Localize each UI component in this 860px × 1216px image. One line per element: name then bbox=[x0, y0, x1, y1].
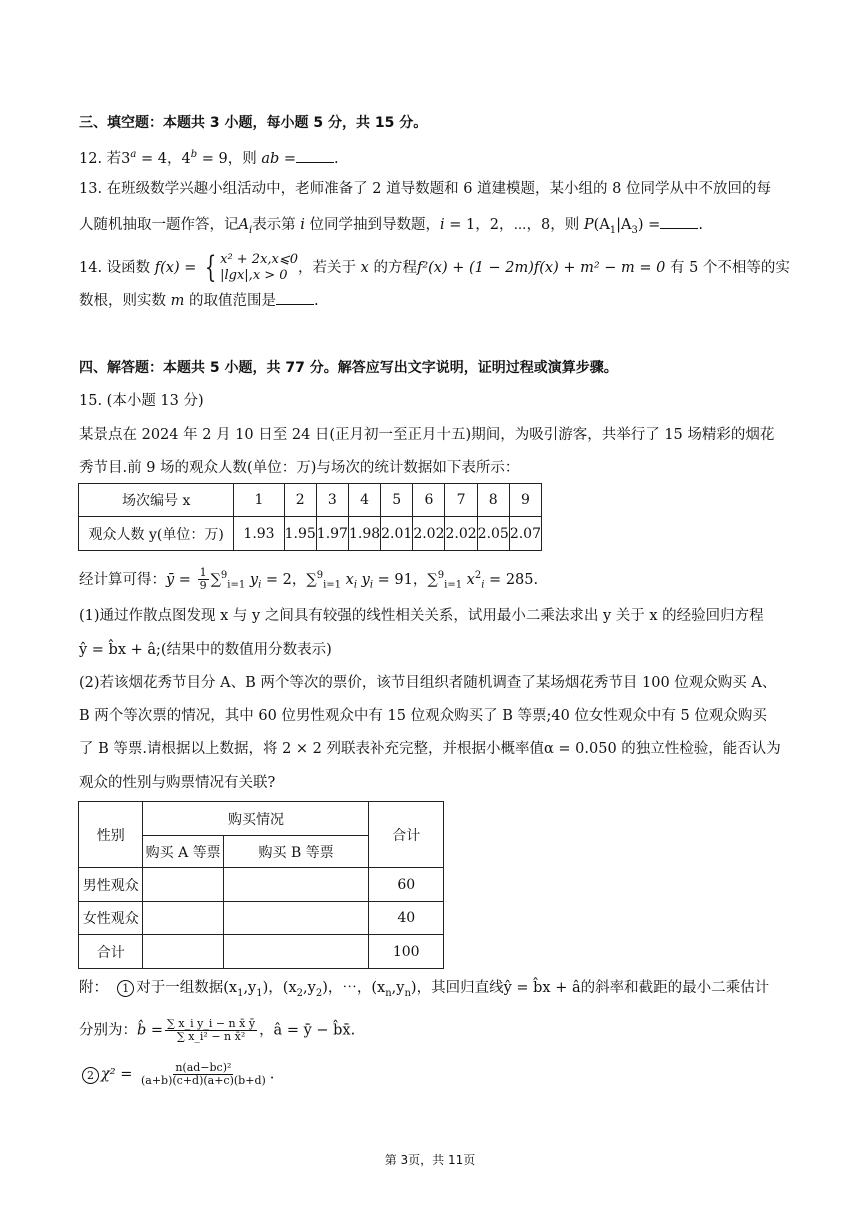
piecewise-function: { x² + 2x,x⩽0 |lgx|,x > 0 bbox=[204, 250, 299, 285]
sum-bottom: i=1 bbox=[444, 579, 463, 591]
q15-part-2-line-3: 了 B 等票.请根据以上数据，将 2 × 2 列联表补充完整，并根据小概率值α = 0.050 的独立性检验，能否认为 bbox=[79, 741, 781, 757]
q14-text: 14. 设函数 bbox=[79, 260, 155, 276]
table-cell: 2.05 bbox=[477, 517, 509, 551]
row-header: 观众人数 y(单位：万) bbox=[79, 517, 234, 551]
q13-text: |A bbox=[616, 217, 632, 233]
table-cell: 8 bbox=[477, 484, 509, 517]
calc-text: 经计算可得： bbox=[79, 571, 166, 588]
note-sub: n bbox=[404, 987, 411, 999]
fraction bbox=[165, 1018, 257, 1043]
note-text: )，⋯，(x bbox=[322, 980, 386, 996]
note-formula: b̂ = bbox=[137, 1022, 164, 1039]
sum-symbol: ∑ bbox=[306, 571, 317, 588]
circled-number-icon: 1 bbox=[117, 980, 134, 997]
q14-text: 数根，则实数 bbox=[79, 293, 171, 309]
q14-var: m bbox=[170, 293, 185, 309]
frac-num: ∑ x_i y_i − n x̄ ȳ bbox=[167, 1017, 256, 1030]
empty-cell bbox=[223, 935, 369, 969]
total-cell: 100 bbox=[369, 935, 444, 969]
question-14-line-1 bbox=[79, 252, 790, 284]
table-cell: 2.07 bbox=[509, 517, 541, 551]
answer-blank bbox=[296, 148, 334, 163]
row-label-total: 合计 bbox=[79, 935, 143, 969]
table-cell: 4 bbox=[348, 484, 380, 517]
frac-den: (a+b)(c+d)(a+c)(b+d) bbox=[140, 1074, 266, 1087]
sum-top: 9 bbox=[437, 570, 445, 581]
section-heading-4: 四、解答题：本题共 5 小题，共 77 分。解答应写出文字说明，证明过程或演算步骤。 bbox=[79, 360, 618, 376]
q13-text: . bbox=[698, 217, 703, 233]
table-cell: 1.93 bbox=[234, 517, 284, 551]
frac-num: 1 bbox=[199, 566, 207, 580]
header-gender: 性别 bbox=[79, 802, 143, 868]
q13-var: i bbox=[300, 217, 305, 233]
frac-den: ∑ x_i² − n x̄² bbox=[176, 1030, 246, 1043]
calc-text: y bbox=[357, 571, 370, 588]
q13-text: 位同学抽到导数题， bbox=[304, 217, 441, 233]
table-row bbox=[79, 935, 444, 969]
q12-text: 3 bbox=[121, 150, 131, 167]
header-total: 合计 bbox=[369, 802, 444, 868]
note-text: 附： bbox=[79, 980, 108, 996]
table-cell: 1.95 bbox=[284, 517, 316, 551]
calc-sub: i bbox=[353, 579, 358, 591]
q13-sub: 1 bbox=[609, 224, 617, 236]
calc-text: x bbox=[462, 571, 475, 588]
frac-den: 9 bbox=[199, 579, 207, 593]
calc-text: x bbox=[341, 571, 354, 588]
note-text: 分别为： bbox=[79, 1022, 137, 1039]
q15-paragraph-2: 秀节目.前 9 场的观众人数(单位：万)与场次的统计数据如下表所示： bbox=[79, 460, 520, 476]
q13-var: i bbox=[440, 217, 445, 233]
page-footer: 第 3页，共 11页 bbox=[384, 1153, 476, 1167]
question-15-title: 15. (本小题 13 分) bbox=[79, 393, 204, 409]
note-sub: 2 bbox=[296, 987, 303, 999]
header-buy-a: 购买 A 等票 bbox=[143, 836, 223, 868]
table-cell: 2.02 bbox=[445, 517, 477, 551]
q14-var: x bbox=[360, 260, 369, 276]
case-1: x² + 2x,x⩽0 bbox=[220, 252, 299, 267]
q14-text: 的取值范围是 bbox=[184, 293, 276, 309]
q15-part-2-line-2: B 两个等次票的情况，其中 60 位男性观众中有 15 位观众购买了 B 等票;40 位女性观众中有 5 位观众购买 bbox=[79, 708, 767, 724]
calc-text: = 91， bbox=[373, 571, 428, 588]
table-row bbox=[79, 868, 444, 902]
sum-symbol: ∑ bbox=[427, 571, 438, 588]
fraction bbox=[198, 567, 209, 592]
answer-blank bbox=[660, 214, 698, 229]
note-sub: 2 bbox=[315, 987, 323, 999]
sum-bottom: i=1 bbox=[323, 579, 342, 591]
q12-text: = 9，则 bbox=[197, 150, 262, 167]
sum-symbol: ∑ bbox=[210, 571, 221, 588]
case-2: |lgx|,x > 0 bbox=[220, 268, 288, 283]
header-buy-b: 购买 B 等票 bbox=[223, 836, 369, 868]
calc-sup: 2 bbox=[474, 570, 482, 581]
computed-values bbox=[79, 566, 538, 596]
circled-number-icon: 2 bbox=[82, 1067, 99, 1084]
empty-cell bbox=[223, 868, 369, 902]
calc-text: y bbox=[245, 571, 259, 588]
table-cell: 1.97 bbox=[316, 517, 348, 551]
q13-text: 表示第 bbox=[252, 217, 301, 233]
q13-var: i bbox=[248, 224, 253, 236]
q15-part-2-line-4: 观众的性别与购票情况有关联? bbox=[79, 775, 276, 791]
table-cell: 2 bbox=[284, 484, 316, 517]
note-text: ，â = ȳ − b̂x̄. bbox=[259, 1022, 356, 1039]
q15-part-1-line-2: ŷ = b̂x + â;(结果中的数值用分数表示) bbox=[79, 642, 332, 658]
table-cell: 1 bbox=[234, 484, 284, 517]
note-text: 对于一组数据(x bbox=[136, 980, 238, 996]
table-cell: 5 bbox=[381, 484, 413, 517]
table-row bbox=[79, 484, 542, 517]
q14-text: . bbox=[313, 293, 319, 309]
note-sub: n bbox=[385, 987, 392, 999]
q12-text: = 4，4 bbox=[136, 150, 191, 167]
q13-text: = 1，2，⋯，8，则 bbox=[444, 217, 584, 233]
table-row bbox=[79, 802, 444, 836]
empty-cell bbox=[143, 902, 223, 935]
q12-var: b bbox=[190, 149, 198, 160]
sum-top: 9 bbox=[220, 570, 228, 581]
header-purchase: 购买情况 bbox=[143, 802, 369, 836]
row-label-male: 男性观众 bbox=[79, 868, 143, 902]
q12-text: = bbox=[279, 150, 297, 167]
calc-sub: i bbox=[369, 579, 374, 591]
q14-text: 有 5 个不相等的实 bbox=[665, 260, 790, 276]
empty-cell bbox=[223, 902, 369, 935]
calc-text: = 2， bbox=[261, 571, 307, 588]
row-label-female: 女性观众 bbox=[79, 902, 143, 935]
q13-text: 人随机抽取一题作答，记 bbox=[79, 217, 239, 233]
calc-text: = 285. bbox=[484, 571, 539, 588]
table-cell: 1.98 bbox=[348, 517, 380, 551]
calc-sub: i bbox=[258, 579, 262, 591]
table-cell: 2.02 bbox=[413, 517, 445, 551]
q13-var: P bbox=[583, 217, 594, 233]
q14-text: = bbox=[179, 260, 202, 276]
table-row bbox=[79, 902, 444, 935]
data-table bbox=[78, 483, 542, 551]
note-formula: χ² = bbox=[101, 1066, 137, 1083]
row-header: 场次编号 x bbox=[79, 484, 234, 517]
note-line-1 bbox=[79, 978, 769, 1004]
question-14-line-2 bbox=[79, 290, 319, 311]
q14-equation: f²(x) + (1 − 2m)f(x) + m² − m = 0 bbox=[416, 260, 666, 276]
q13-var: A bbox=[238, 217, 249, 233]
q12-text: . bbox=[334, 150, 339, 167]
q15-part-1-line-1: (1)通过作散点图发现 x 与 y 之间具有较强的线性相关关系，试用最小二乘法求出 y 关于 x 的经验回归方程 bbox=[79, 608, 764, 624]
q14-text: ，若关于 bbox=[298, 260, 361, 276]
total-cell: 40 bbox=[369, 902, 444, 935]
table-cell: 6 bbox=[413, 484, 445, 517]
q15-part-2-line-1: (2)若该烟花秀节目分 A、B 两个等次的票价，该节目组织者随机调查了某场烟花秀节目 100 位观众购买 A、 bbox=[79, 675, 777, 691]
sum-top: 9 bbox=[316, 570, 324, 581]
q12-var: a bbox=[130, 149, 137, 160]
table-cell: 2.01 bbox=[381, 517, 413, 551]
total-cell: 60 bbox=[369, 868, 444, 902]
note-text: )，(x bbox=[262, 980, 297, 996]
answer-blank bbox=[276, 290, 314, 305]
empty-cell bbox=[143, 868, 223, 902]
q14-text: 的方程 bbox=[368, 260, 417, 276]
fraction bbox=[139, 1062, 268, 1087]
q13-sub: 3 bbox=[631, 224, 638, 236]
q12-text: 12. 若 bbox=[79, 150, 122, 167]
note-text: )，其回归直线ŷ = b̂x + â的斜率和截距的最小二乘估计 bbox=[410, 980, 770, 996]
question-12 bbox=[79, 145, 339, 169]
q14-var: f(x) bbox=[154, 260, 180, 276]
q12-var: ab bbox=[261, 150, 280, 167]
table-cell: 9 bbox=[509, 484, 541, 517]
q15-paragraph-1: 某景点在 2024 年 2 月 10 日至 24 日(正月初一至正月十五)期间，为吸引游客，共举行了 15 场精彩的烟花 bbox=[79, 427, 775, 443]
q13-text: (A bbox=[593, 217, 610, 233]
note-line-2 bbox=[79, 1018, 355, 1043]
sum-bottom: i=1 bbox=[227, 579, 246, 591]
note-text: ,y bbox=[243, 980, 257, 996]
calc-sub: i bbox=[481, 579, 485, 591]
frac-num: n(ad−bc)² bbox=[175, 1061, 232, 1074]
calc-text: ȳ = bbox=[166, 571, 196, 588]
table-row bbox=[79, 517, 542, 551]
contingency-table bbox=[78, 801, 444, 969]
note-text: ,y bbox=[303, 980, 316, 996]
note-sub: 1 bbox=[256, 987, 263, 999]
q13-text: ) = bbox=[637, 217, 661, 233]
question-13-line-2 bbox=[79, 214, 703, 241]
table-cell: 7 bbox=[445, 484, 477, 517]
note-line-3 bbox=[82, 1062, 274, 1087]
note-text: . bbox=[269, 1066, 275, 1083]
question-13-line-1: 13. 在班级数学兴趣小组活动中，老师准备了 2 道导数题和 6 道建模题，某小组的 8 位同学从中不放回的每 bbox=[79, 181, 771, 197]
note-text: ,y bbox=[391, 980, 405, 996]
empty-cell bbox=[143, 935, 223, 969]
table-cell: 3 bbox=[316, 484, 348, 517]
section-heading-3: 三、填空题：本题共 3 小题，每小题 5 分，共 15 分。 bbox=[79, 115, 428, 131]
note-sub: 1 bbox=[237, 987, 244, 999]
